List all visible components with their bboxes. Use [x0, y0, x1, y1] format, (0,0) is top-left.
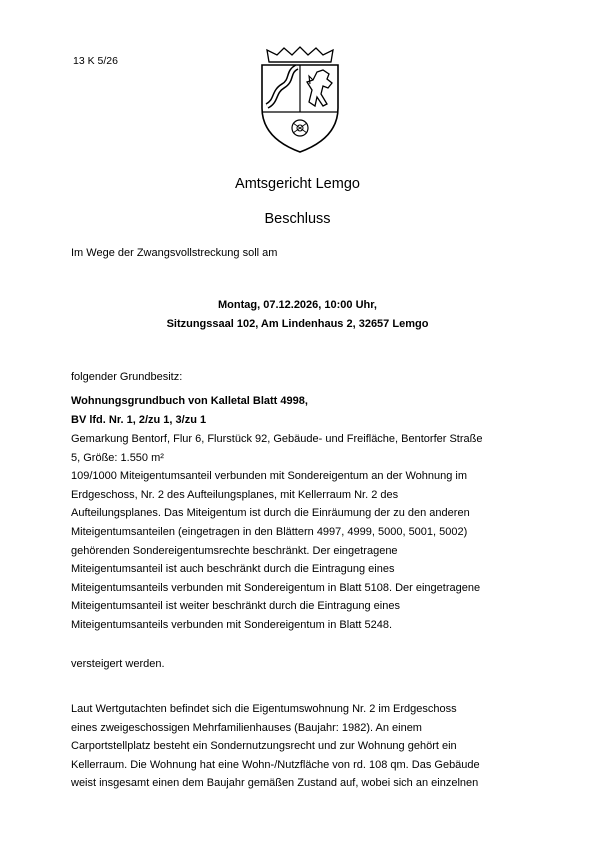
- property-lead: folgender Grundbesitz:: [71, 371, 183, 383]
- document-title: Beschluss: [264, 211, 331, 227]
- description-line: Aufteilungsplanes. Das Miteigentum ist durch die Einräumung der zu den anderen: [71, 507, 470, 520]
- auction-date: Montag, 07.12.2026, 10:00 Uhr,: [218, 299, 377, 311]
- description-line: Gemarkung Bentorf, Flur 6, Flurstück 92, Gebäude- und Freifläche, Bentorfer Straße: [71, 433, 483, 445]
- property-heading-line: Wohnungsgrundbuch von Kalletal Blatt 4998,: [71, 395, 308, 407]
- property-heading: [71, 392, 531, 429]
- description-line: Miteigentumsanteils verbunden mit Sondereigentum in Blatt 5108. Der eingetragene: [71, 581, 481, 594]
- description-line: Miteigentumsanteil ist weiter beschränkt durch die Eintragung eines: [71, 600, 400, 613]
- description-line: 5, Größe: 1.550 m²: [71, 451, 164, 464]
- description-line: Miteigentumsanteilen (eingetragen in den Blättern 4997, 4999, 5000, 5001, 5002): [71, 525, 468, 538]
- appraisal-line: eines zweigeschossigen Mehrfamilienhauses (Baujahr: 1982). An einem: [71, 721, 422, 734]
- appraisal-line: Kellerraum. Die Wohnung hat eine Wohn-/Nutzfläche von rd. 108 qm. Das Gebäude: [71, 758, 480, 771]
- coat-of-arms-icon: [257, 46, 343, 154]
- appraisal-line: Laut Wertgutachten befindet sich die Eigentumswohnung Nr. 2 im Erdgeschoss: [71, 703, 457, 715]
- description-line: 109/1000 Miteigentumsanteil verbunden mit Sondereigentum an der Wohnung im: [71, 470, 468, 483]
- description-line: gehörenden Sondereigentumsrechte beschränkt. Der eingetragene: [71, 544, 398, 557]
- appraisal-line: Carportstellplatz besteht ein Sondernutzungsrecht und zur Wohnung gehört ein: [71, 740, 457, 753]
- description-line: Miteigentumsanteil ist auch beschränkt durch die Eintragung eines: [71, 563, 395, 576]
- court-name: Amtsgericht Lemgo: [235, 176, 360, 192]
- description-line: Miteigentumsanteils verbunden mit Sondereigentum in Blatt 5248.: [71, 618, 393, 631]
- auction-location: Sitzungssaal 102, Am Lindenhaus 2, 32657 Lemgo: [166, 318, 429, 330]
- auction-statement: versteigert werden.: [71, 658, 165, 670]
- property-heading-line: BV lfd. Nr. 1, 2/zu 1, 3/zu 1: [71, 413, 207, 426]
- property-description: [71, 430, 531, 635]
- intro-text: Im Wege der Zwangsvollstreckung soll am: [71, 247, 278, 259]
- appraisal-line: weist insgesamt einen dem Baujahr gemäßen Zustand auf, wobei sich an einzelnen: [71, 777, 479, 790]
- description-line: Erdgeschoss, Nr. 2 des Aufteilungsplanes, mit Kellerraum Nr. 2 des: [71, 488, 399, 501]
- appraisal-text: [71, 700, 531, 793]
- case-number: 13 K 5/26: [73, 55, 118, 67]
- auction-date-block: [0, 296, 595, 334]
